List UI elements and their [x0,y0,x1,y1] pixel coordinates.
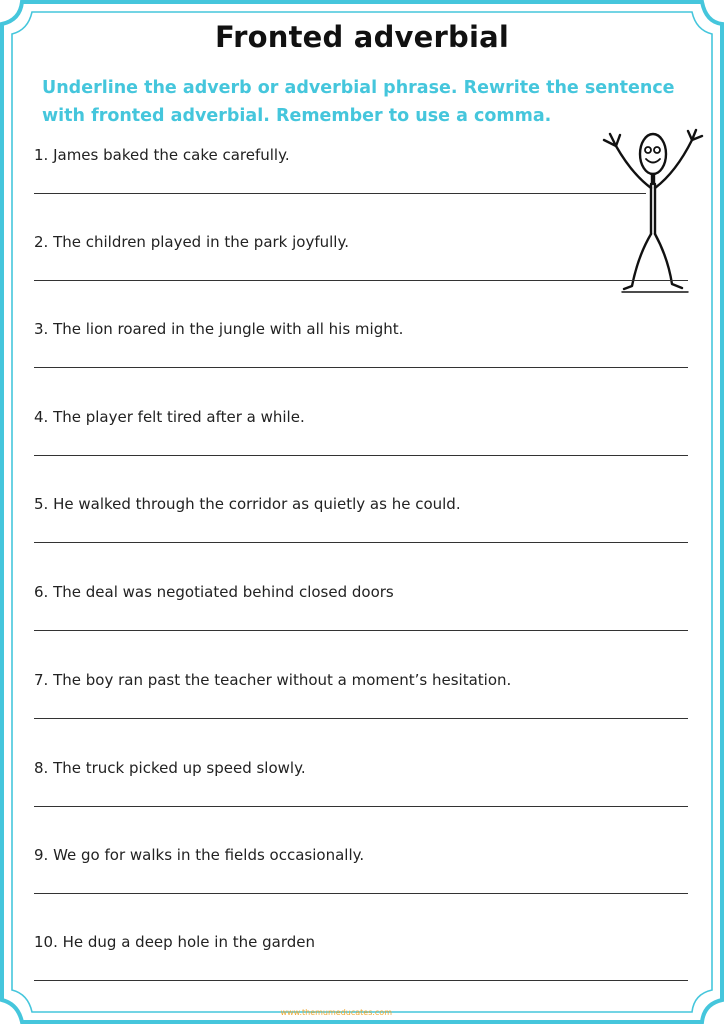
answer-line[interactable] [34,630,688,631]
answer-line[interactable] [34,367,688,368]
question-text: 7. The boy ran past the teacher without a moment’s hesitation. [34,671,512,689]
question-text: 10. He dug a deep hole in the garden [34,933,315,951]
question-text: 2. The children played in the park joyfully. [34,233,349,251]
question-1 [34,146,688,216]
footer-link[interactable]: www.themumeducates.com [280,1008,392,1017]
footer-website [0,1008,704,1017]
answer-line[interactable] [34,280,688,281]
question-9 [34,846,688,916]
question-7 [34,671,688,741]
question-3 [34,320,688,390]
answer-line[interactable] [34,893,688,894]
question-2 [34,233,688,303]
question-5 [34,495,688,565]
question-text: 6. The deal was negotiated behind closed doors [34,583,394,601]
question-text: 1. James baked the cake carefully. [34,146,290,164]
question-text: 3. The lion roared in the jungle with all his might. [34,320,404,338]
question-text: 4. The player felt tired after a while. [34,408,305,426]
question-10 [34,933,688,1003]
answer-line[interactable] [34,193,646,194]
answer-line[interactable] [34,455,688,456]
answer-line[interactable] [34,980,688,981]
question-text: 5. He walked through the corridor as quietly as he could. [34,495,461,513]
question-text: 9. We go for walks in the fields occasionally. [34,846,365,864]
answer-line[interactable] [34,806,688,807]
page-title: Fronted adverbial [214,20,510,54]
question-6 [34,583,688,653]
answer-line[interactable] [34,542,688,543]
question-4 [34,408,688,478]
question-text: 8. The truck picked up speed slowly. [34,759,306,777]
question-8 [34,759,688,829]
instructions-text: Underline the adverb or adverbial phrase. Rewrite the sentence with fronted adverbial. Remember to use a comma. [42,78,675,126]
answer-line[interactable] [34,718,688,719]
